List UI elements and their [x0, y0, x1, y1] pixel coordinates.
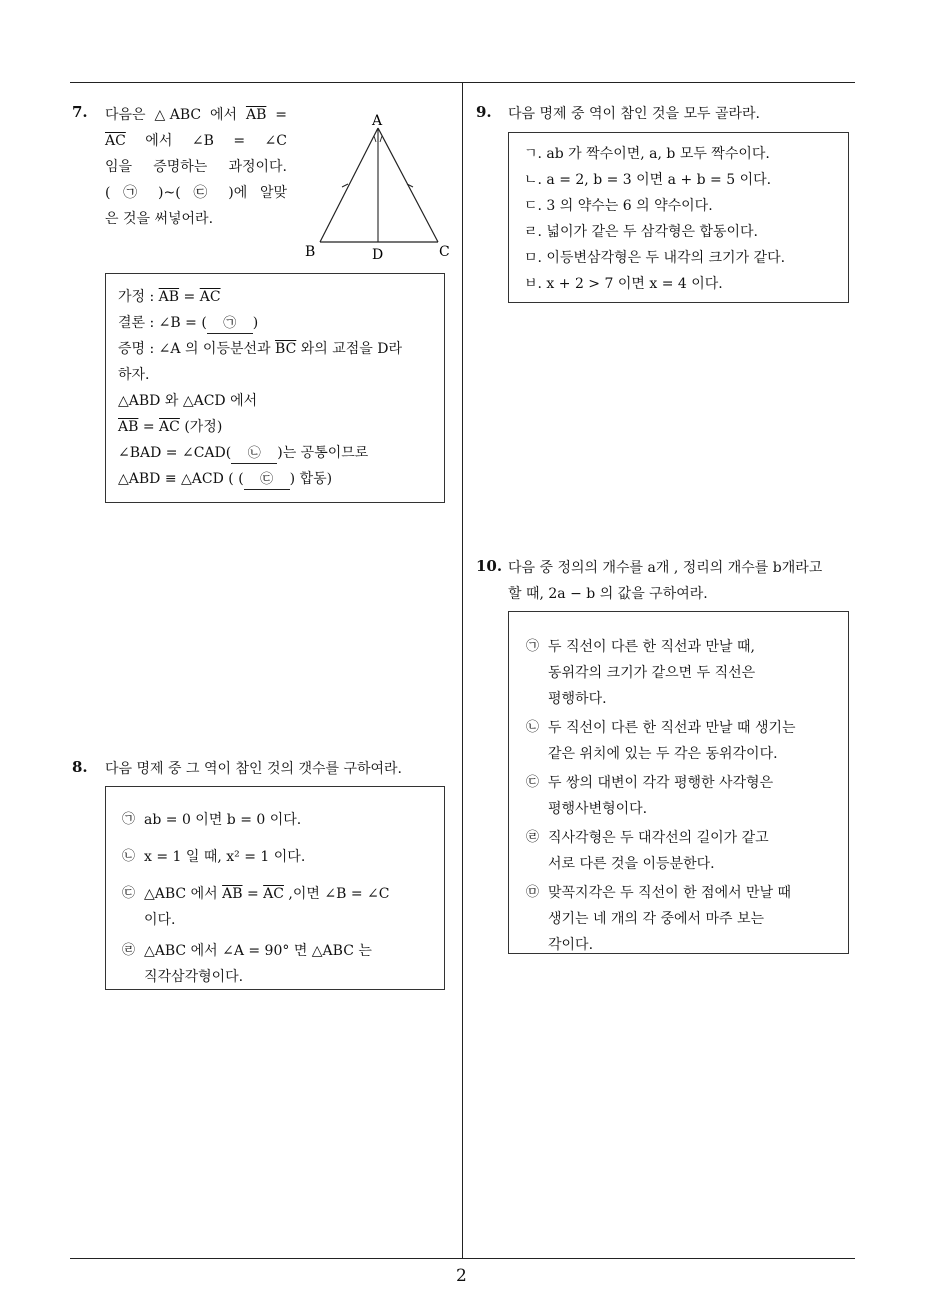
q8-statement-box: [105, 786, 445, 990]
q10-item-4: ㉣ 직사각형은 두 대각선의 길이가 같고 서로 다른 것을 이등분한다.: [526, 830, 769, 872]
q9-item-6: ㅂ. x + 2 > 7 이면 x = 4 이다.: [524, 276, 723, 292]
q9-item-5: ㅁ. 이등변삼각형은 두 내각의 크기가 같다.: [524, 250, 786, 266]
q10-question-line2: 할 때, 2a − b 의 값을 구하여라.: [508, 586, 708, 602]
q8-item-3: ㉢ △ABC 에서 $\overline{AB} = \overline{AC}$ ,이면 ∠B = ∠C 이다.: [122, 886, 390, 928]
q9-number: 9.: [476, 103, 492, 121]
proof-line4: $\overline{AB} = \overline{AC}$ (가정): [118, 419, 223, 435]
page-number: 2: [456, 1266, 467, 1286]
q7-intro-line4: ( ㉠ )~( ㉢ )에 알맞: [105, 185, 287, 201]
q10-item-3: ㉢ 두 쌍의 대변이 각각 평행한 사각형은 평행사변형이다.: [526, 775, 774, 817]
proof-line6: △ABD ≡ △ACD ( ( ㉢ ) 합동): [118, 466, 432, 492]
blank-2: ㉡: [231, 445, 277, 464]
q9-item-2: ㄴ. a = 2, b = 3 이면 a + b = 5 이다.: [524, 172, 772, 188]
label-C: C: [439, 244, 450, 260]
q8-number: 8.: [72, 758, 88, 776]
label-A: A: [372, 113, 383, 129]
q8-item-1: ㉠ ab = 0 이면 b = 0 이다.: [122, 812, 302, 828]
q7-proof-box: [105, 273, 445, 503]
q10-number: 10.: [476, 557, 503, 575]
q10-question-line1: 다음 중 정의의 개수를 a개 , 정리의 개수를 b개라고: [508, 560, 823, 576]
q10-item-2: ㉡ 두 직선이 다른 한 직선과 만날 때 생기는 같은 위치에 있는 두 각은 동위각이다.: [526, 720, 796, 762]
q7-number: 7.: [72, 103, 88, 121]
column-divider: [462, 82, 463, 1259]
q7-intro-line5: 은 것을 써넣어라.: [105, 211, 214, 227]
q7-intro-line2: $\overline{AC}$ 에서 ∠B = ∠C: [105, 133, 287, 149]
q9-item-1: ㄱ. ab 가 짝수이면, a, b 모두 짝수이다.: [524, 146, 770, 162]
q7-intro-line3: 임을 증명하는 과정이다.: [105, 159, 287, 175]
q10-item-1: ㉠ 두 직선이 다른 한 직선과 만날 때, 동위각의 크기가 같으면 두 직선은 평행하다.: [526, 639, 756, 707]
q7-intro: [105, 102, 287, 232]
proof-assumption: 가정 : $\overline{AB} = \overline{AC}$: [118, 289, 221, 305]
q8-item-2: ㉡ x = 1 일 때, x² = 1 이다.: [122, 849, 306, 865]
q10-item-5: ㉤ 맞꼭지각은 두 직선이 한 점에서 만날 때 생기는 네 개의 각 중에서 마주 보는 각이다.: [526, 885, 792, 953]
proof-line2: 하자.: [118, 367, 150, 383]
q8-question: 다음 명제 중 그 역이 참인 것의 갯수를 구하여라.: [105, 761, 403, 777]
q10-question: [508, 555, 822, 607]
q7-intro-line1: 다음은 △ABC 에서 $\overline{AB}$ =: [105, 107, 287, 123]
label-D: D: [372, 247, 384, 263]
q10-statement-box: [508, 611, 849, 954]
q9-item-4: ㄹ. 넓이가 같은 두 삼각형은 합동이다.: [524, 224, 759, 240]
proof-line3: △ABD 와 △ACD 에서: [118, 393, 258, 409]
proof-conclusion: 결론 : ∠B = ( ㉠ ): [118, 310, 432, 336]
label-B: B: [305, 244, 316, 260]
q9-item-3: ㄷ. 3 의 약수는 6 의 약수이다.: [524, 198, 713, 214]
q8-item-4: ㉣ △ABC 에서 ∠A = 90° 면 △ABC 는 직각삼각형이다.: [122, 943, 372, 985]
blank-3: ㉢: [244, 471, 290, 490]
proof-line5: ∠BAD = ∠CAD( ㉡ )는 공통이므로: [118, 440, 432, 466]
q9-question: 다음 명제 중 역이 참인 것을 모두 골라라.: [508, 106, 760, 122]
proof-line1: 증명 : ∠A 의 이등분선과 $\overline{BC}$ 와의 교점을 D라: [118, 341, 403, 357]
blank-1: ㉠: [207, 315, 253, 334]
q7-triangle-figure: [300, 108, 460, 268]
q9-statement-box: [508, 132, 849, 303]
